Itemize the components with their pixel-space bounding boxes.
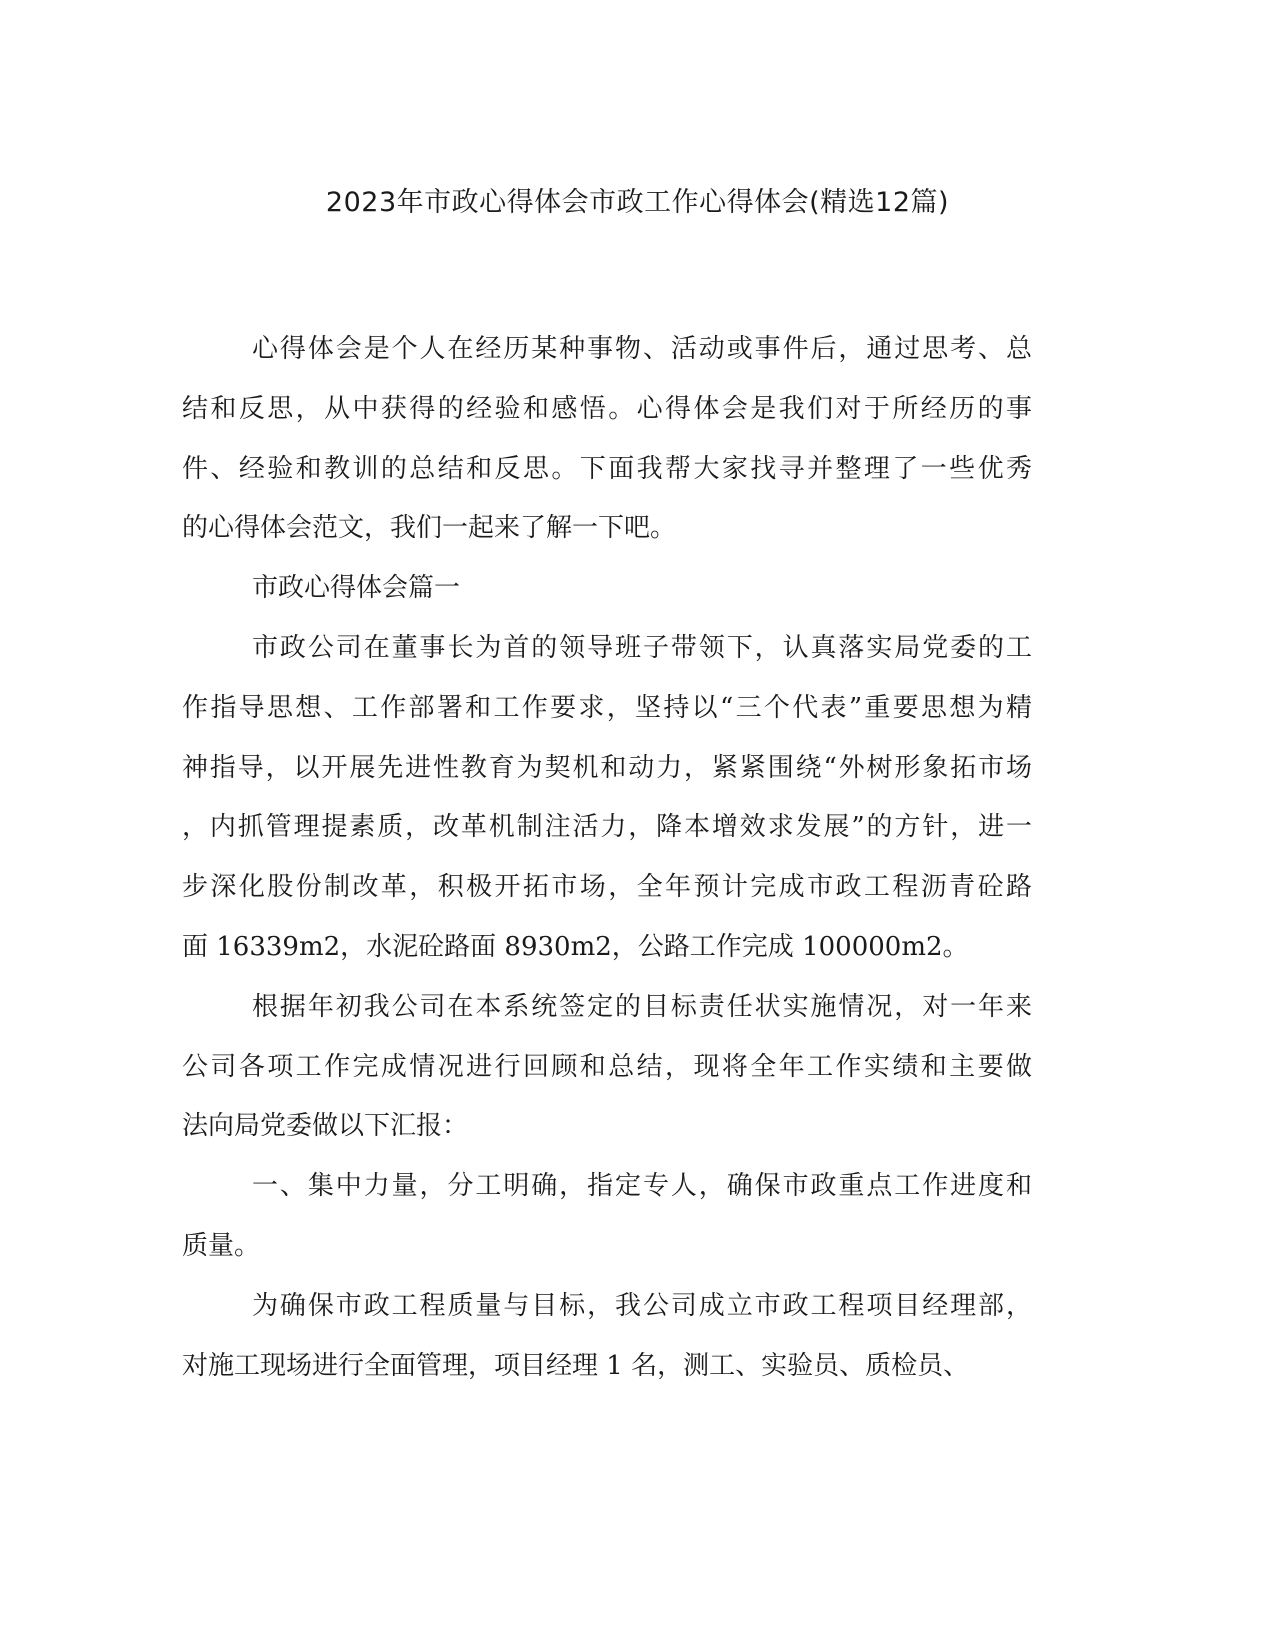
paragraph: [182, 619, 1032, 978]
paragraph: [182, 978, 1032, 1157]
document-title: 2023年市政心得体会市政工作心得体会(精选12篇): [325, 187, 950, 218]
document-body: [182, 320, 1032, 1396]
section-heading: [182, 559, 1032, 619]
text-line: 法向局党委做以下汇报：: [182, 1111, 469, 1142]
text-line: 作指导思想、工作部署和工作要求，坚持以“三个代表”重要思想为精: [182, 692, 1032, 723]
text-line: 为确保市政工程质量与目标，我公司成立市政工程项目经理部，: [252, 1290, 1032, 1321]
text-line: 步深化股份制改革，积极开拓市场，全年预计完成市政工程沥青砼路: [182, 872, 1032, 903]
text-line: 一、集中力量，分工明确，指定专人，确保市政重点工作进度和: [252, 1171, 1032, 1202]
text-line: 神指导，以开展先进性教育为契机和动力，紧紧围绕“外树形象拓市场: [182, 752, 1032, 783]
text-line: 面 16339m2，水泥砼路面 8930m2，公路工作完成 100000m2。: [182, 931, 969, 962]
text-line: 根据年初我公司在本系统签定的目标责任状实施情况，对一年来: [252, 991, 1032, 1022]
text-line: 结和反思，从中获得的经验和感悟。心得体会是我们对于所经历的事: [182, 393, 1032, 424]
text-line: 市政心得体会篇一: [252, 573, 461, 604]
text-line: 心得体会是个人在经历某种事物、活动或事件后，通过思考、总: [252, 334, 1032, 364]
text-line: ，内抓管理提素质，改革机制注活力，降本增效求发展”的方针，进一: [182, 812, 1032, 843]
text-line: 质量。: [182, 1230, 261, 1261]
paragraph: [182, 1157, 1032, 1277]
text-line: 公司各项工作完成情况进行回顾和总结，现将全年工作实绩和主要做: [182, 1051, 1032, 1082]
paragraph: [182, 1277, 1032, 1397]
text-line: 的心得体会范文，我们一起来了解一下吧。: [182, 513, 677, 544]
paragraph-intro: [182, 320, 1032, 559]
text-line: 对施工现场进行全面管理，项目经理 1 名，测工、实验员、质检员、: [182, 1350, 970, 1381]
text-line: 市政公司在董事长为首的领导班子带领下，认真落实局党委的工: [252, 632, 1032, 663]
text-line: 件、经验和教训的总结和反思。下面我帮大家找寻并整理了一些优秀: [182, 453, 1032, 484]
